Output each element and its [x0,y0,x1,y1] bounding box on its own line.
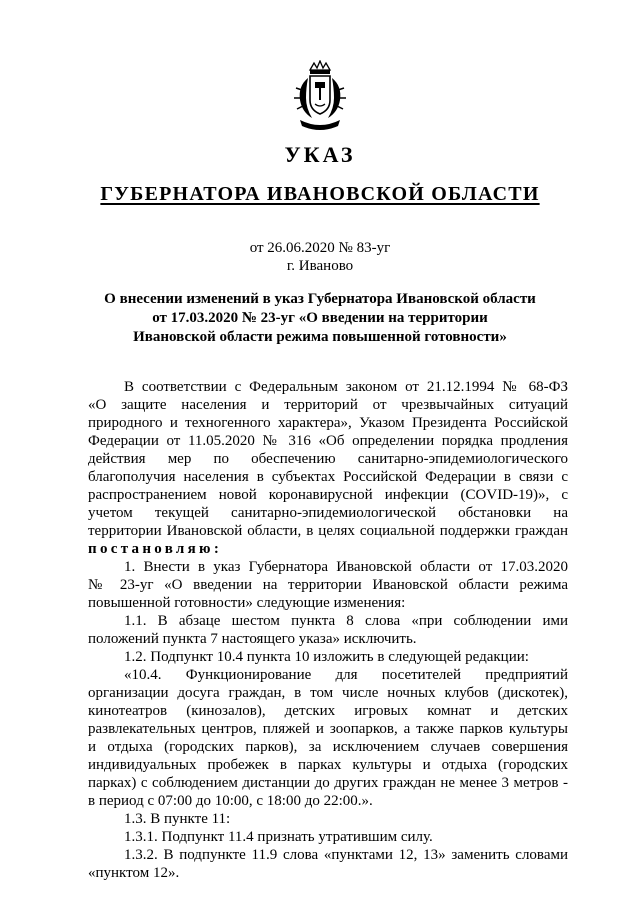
body-line: распространением новой коронавирусной инфекции (COVID-19)», с [88,487,568,503]
body-line: 1. Внести в указ Губернатора Ивановской области от 17.03.2020 [124,559,568,575]
body-line: 1.3. В пункте 11: [124,811,231,827]
body-line: кинотеатров (кинозалов), детских игровых комнат и детских [88,703,568,719]
body-line: и отдыха (городских парков), за исключением случаев совершения [88,739,568,755]
body-line: действия мер по обеспечению санитарно-эпидемиологического [88,451,568,467]
body-line: в период с 07:00 до 10:00, с 18:00 до 22:00.». [88,793,373,809]
decree-word: постановляю: [88,541,223,557]
body-line: индивидуальных пробежек в парках культуры и отдыха (городских [88,757,568,773]
coat-of-arms-icon [288,60,352,132]
subject-line: от 17.03.2020 № 23-уг «О введении на территории [152,310,488,326]
body-line: «пунктом 12». [88,865,180,881]
body-line: положений пункта 7 настоящего указа» исключить. [88,631,417,647]
document-place: г. Иваново [286,258,354,274]
subject-line: Ивановской области режима повышенной готовности» [133,329,507,345]
body-line: 1.3.1. Подпункт 11.4 признать утратившим силу. [124,829,433,845]
body-line: учетом текущей санитарно-эпидемиологической обстановки на [88,505,568,521]
body-line: 1.3.2. В подпункте 11.9 слова «пунктами 12, 13» заменить словами [124,847,568,863]
document-date: от 26.06.2020 № 83-уг [249,240,391,256]
body-line: Федерации от 11.05.2020 № 316 «Об определении порядка продления [88,433,568,449]
document-title: УКАЗ [284,142,356,167]
body-line: развлекательных центров, пляжей и зоопарков, а также парков культуры [88,721,568,737]
body-line: повышенной готовности» следующие изменения: [88,595,406,611]
body-line: природного и техногенного характера», Указом Президента Российской [88,415,568,431]
subject-line: О внесении изменений в указ Губернатора Ивановской области [104,291,536,307]
document-issuer: ГУБЕРНАТОРА ИВАНОВСКОЙ ОБЛАСТИ [100,183,540,205]
body-line: В соответствии с Федеральным законом от 21.12.1994 № 68-ФЗ [124,379,568,395]
body-line: «10.4. Функционирование для посетителей предприятий [124,667,568,683]
body-line: 1.1. В абзаце шестом пункта 8 слова «при соблюдении ими [124,613,568,629]
body-line: территории Ивановской области, в целях социальной поддержки граждан [88,523,568,539]
body-line: благополучия населения в субъектах Российской Федерации в связи с [88,469,568,485]
body-line: парках) с соблюдением дистанции до других граждан не менее 3 метров - [88,775,568,791]
body-line: организации досуга граждан, в том числе ночных клубов (дискотек), [88,685,568,701]
body-line: 1.2. Подпункт 10.4 пункта 10 изложить в следующей редакции: [124,649,529,665]
body-line: № 23-уг «О введении на территории Ивановской области режима [88,577,568,593]
body-line: «О защите населения и территорий от чрезвычайных ситуаций [88,397,568,413]
